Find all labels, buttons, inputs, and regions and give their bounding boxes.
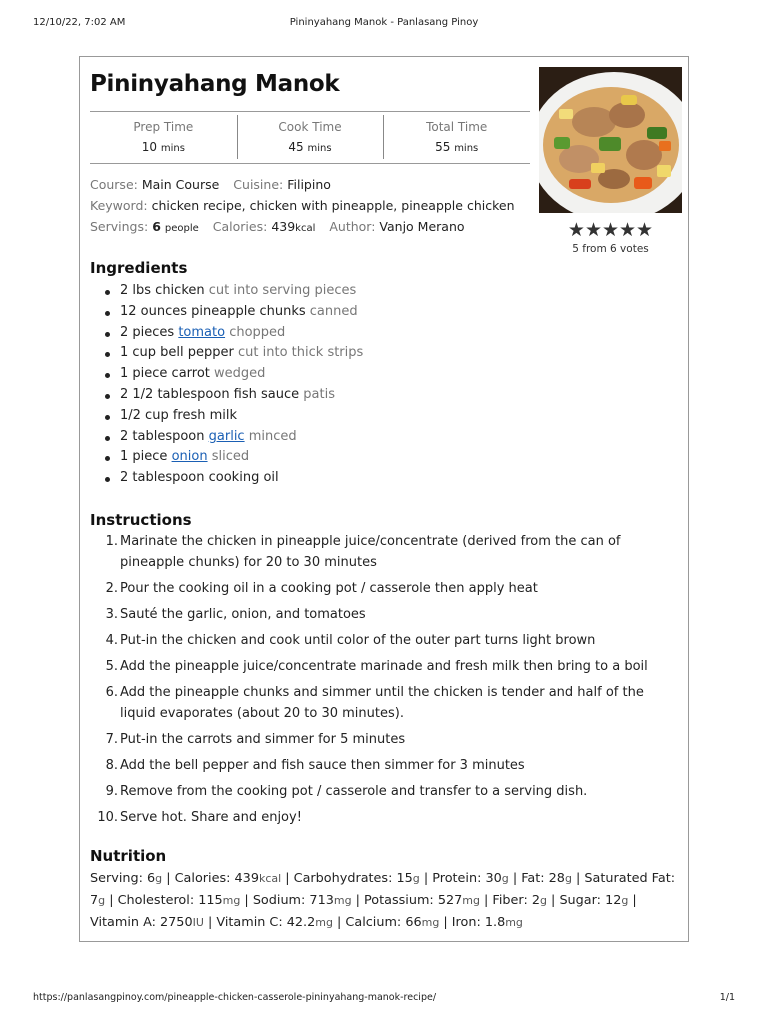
nutrition-value: 713 [309,893,334,908]
nutrition-label: Protein: [432,871,482,886]
nutrition-item [521,871,572,886]
ingredients-heading: Ingredients [90,259,188,277]
nutrition-item [118,893,241,908]
nutrition-item [492,893,547,908]
step-text: Put-in the carrots and simmer for 5 minutes [120,732,406,747]
ingredient-item [90,385,670,406]
print-footer [33,992,735,1006]
nutrition-label: Calcium: [345,915,402,930]
time-unit: mins [307,143,332,154]
nutrition-unit: mg [505,916,523,929]
nutrition-label: Serving: [90,871,143,886]
calories-unit: kcal [295,223,316,234]
nutrition-unit: mg [222,894,241,907]
instruction-step [90,682,650,724]
nutrition-heading: Nutrition [90,847,167,865]
instruction-step [90,729,650,750]
recipe-rating [539,220,682,255]
ingredient-note: chopped [229,324,286,340]
nutrition-value: 2750 [160,915,193,930]
nutrition-label: Vitamin C: [216,915,283,930]
time-value: 55 [435,140,451,154]
ingredient-note: wedged [214,366,266,382]
step-text: Marinate the chicken in pineapple juice/concentrate (derived from the can of pineapple chunks) for 20 to 30 minutes [120,534,621,570]
ingredient-amount-name: 1/2 cup fresh milk [120,407,238,423]
step-text: Sauté the garlic, onion, and tomatoes [120,607,366,622]
ingredient-item [90,323,670,344]
nutrition-value: 28 [548,871,565,886]
cuisine-label: Cuisine: [233,177,284,192]
step-text: Remove from the cooking pot / casserole and transfer to a serving dish. [120,784,588,799]
instructions-list [90,531,650,833]
nutrition-unit: g [98,894,106,907]
nutrition-label: Iron: [451,915,481,930]
nutrition-value: 2 [531,893,540,908]
nutrition-item [559,893,628,908]
step-number: 10. [97,810,118,825]
ingredient-amount-name: 1 cup bell pepper [120,345,234,361]
recipe-card [79,56,689,942]
print-date: 12/10/22, 7:02 AM [33,17,126,28]
nutrition-item [432,871,509,886]
ingredient-amount-name: 2 pieces [120,324,175,340]
servings-line [90,219,465,237]
ingredient-amount-name: 2 lbs chicken [120,283,205,298]
step-text: Pour the cooking oil in a cooking pot / casserole then apply heat [120,581,538,596]
nutrition-unit: g [540,894,547,907]
step-number: 4. [105,633,118,648]
course-label: Course: [90,177,138,192]
step-number: 7. [105,732,118,747]
nutrition-value: 42.2 [286,915,316,930]
nutrition-item [345,915,439,930]
nutrition-label: Carbohydrates: [293,871,393,886]
nutrition-label: Fat: [521,871,545,886]
ingredient-note: sliced [211,449,250,465]
cuisine-value: Filipino [287,177,331,192]
time-label: Prep Time [133,120,194,134]
nutrition-value: 12 [605,893,622,908]
nutrition-facts: Serving: 6g | Calories: 439kcal | Carbohydrates: 15g | Protein: 30g | Fat: 28g | Saturated Fat: 7g | Cholesterol: 115mg | Sodium: 713mg | Potassium: 527mg | Fiber: 2g | Sugar: 12g | Vitamin A: 2750IU | Vitamin C: 42.2mg | Calcium: 66mg | Iron: 1.8mg [90,871,676,930]
time-label: Cook Time [278,120,342,134]
ingredient-item [90,302,670,323]
ingredient-amount-name: 2 tablespoon cooking oil [120,470,279,486]
nutrition-item [175,871,282,886]
ingredient-note: patis [303,386,335,402]
recipe-photo [539,67,682,213]
nutrition-label: Saturated Fat: [584,871,676,886]
nutrition-value: 1.8 [484,915,506,930]
instruction-step [90,807,650,828]
ingredient-item [90,281,670,302]
ingredient-item [90,406,670,427]
ingredient-item [90,427,670,448]
nutrition-label: Sugar: [559,893,601,908]
nutrition-unit: g [564,872,572,885]
divider [90,111,530,112]
nutrition-value: 439 [234,871,259,886]
time-value: 10 [141,140,158,154]
step-text: Add the bell pepper and fish sauce then simmer for 3 minutes [120,758,525,773]
instruction-step [90,531,650,573]
total-time [383,115,530,161]
recipe-times [90,115,530,161]
step-number: 6. [105,685,118,700]
nutrition-item [253,893,352,908]
nutrition-value: 15 [396,871,413,886]
ingredient-item [90,447,670,468]
author-label: Author: [329,219,376,234]
instruction-step [90,630,650,651]
print-header [33,17,735,31]
nutrition-unit: mg [315,916,333,929]
nutrition-value: 66 [405,915,422,930]
nutrition-item [294,871,420,886]
nutrition-unit: g [412,872,420,885]
step-number: 8. [105,758,118,773]
ingredient-item [90,343,670,364]
time-label: Total Time [426,120,488,134]
time-unit: mins [160,143,185,154]
nutrition-unit: kcal [258,872,282,885]
ingredient-note: cut into thick strips [238,345,364,361]
nutrition-unit: mg [421,916,440,929]
nutrition-item [216,915,333,930]
step-number: 5. [105,659,118,674]
divider [90,163,530,164]
recipe-title: Pininyahang Manok [90,71,340,97]
step-text: Add the pineapple juice/concentrate marinade and fresh milk then bring to a boil [120,659,648,674]
nutrition-value: 6 [147,871,156,886]
ingredient-link[interactable]: onion [171,449,208,465]
nutrition-unit: mg [462,894,480,907]
ingredient-amount-name: 2 tablespoon [120,428,205,444]
step-number: 1. [105,534,118,549]
nutrition-value: 30 [485,871,502,886]
recipe-photo-illustration [539,67,682,213]
rating-stars[interactable]: ★★★★★ [567,219,654,241]
instruction-step [90,656,650,677]
time-unit: mins [454,143,479,154]
step-number: 9. [105,784,118,799]
step-text: Add the pineapple chunks and simmer until the chicken is tender and half of the liquid evaporates (about 20 to 30 minutes). [120,685,644,721]
instruction-step [90,781,650,802]
nutrition-unit: g [501,872,509,885]
nutrition-label: Calories: [174,871,231,886]
cook-time [237,115,384,161]
ingredient-note: canned [309,303,358,319]
instructions-heading: Instructions [90,511,192,529]
prep-time [90,115,237,161]
rating-text: 5 from 6 votes [572,243,649,255]
print-url: https://panlasangpinoy.com/pineapple-chicken-casserole-pininyahang-manok-recipe/ [33,992,437,1003]
keyword-value: chicken recipe, chicken with pineapple, pineapple chicken [151,198,515,213]
instruction-step [90,755,650,776]
servings-label: Servings: [90,219,149,234]
nutrition-label: Vitamin A: [90,915,156,930]
ingredient-amount-name: 1 piece carrot [120,366,210,382]
author-value: Vanjo Merano [379,219,465,234]
print-page-count: 1/1 [719,992,735,1003]
keyword-label: Keyword: [90,198,148,213]
ingredient-note: minced [248,428,297,444]
servings-unit: people [164,223,199,234]
print-doc-title: Pininyahang Manok - Panlasang Pinoy [289,17,479,28]
nutrition-item [90,871,162,886]
ingredients-list [90,281,670,489]
ingredient-amount-name: 2 1/2 tablespoon fish sauce [120,386,300,402]
step-text: Serve hot. Share and enjoy! [120,810,302,825]
nutrition-unit: g [155,872,163,885]
step-number: 2. [105,581,118,596]
nutrition-item [452,915,523,930]
keyword-line [90,198,515,214]
nutrition-item [90,915,204,930]
calories-label: Calories: [212,219,268,234]
course-value: Main Course [141,177,220,192]
ingredient-note: cut into serving pieces [208,283,357,298]
step-text: Put-in the chicken and cook until color of the outer part turns light brown [120,633,596,648]
ingredient-link[interactable]: tomato [178,324,226,340]
nutrition-label: Potassium: [364,893,434,908]
nutrition-item [364,893,480,908]
calories-value: 439 [271,219,296,234]
step-number: 3. [105,607,118,622]
ingredient-item [90,364,670,385]
nutrition-label: Sodium: [252,893,306,908]
nutrition-unit: mg [333,894,352,907]
nutrition-value: 115 [198,893,223,908]
nutrition-unit: IU [192,916,204,929]
servings-value: 6 [152,219,161,234]
course-cuisine-line [90,177,331,193]
ingredient-link[interactable]: garlic [208,428,245,444]
ingredient-amount-name: 12 ounces pineapple chunks [120,303,306,319]
instruction-step [90,604,650,625]
ingredient-amount-name: 1 piece [120,449,168,465]
nutrition-label: Fiber: [492,893,528,908]
instruction-step [90,578,650,599]
nutrition-value: 527 [437,893,463,908]
ingredient-item [90,468,670,489]
time-value: 45 [288,140,304,154]
nutrition-label: Cholesterol: [117,893,195,908]
nutrition-unit: g [621,894,629,907]
nutrition-value: 7 [90,893,99,908]
